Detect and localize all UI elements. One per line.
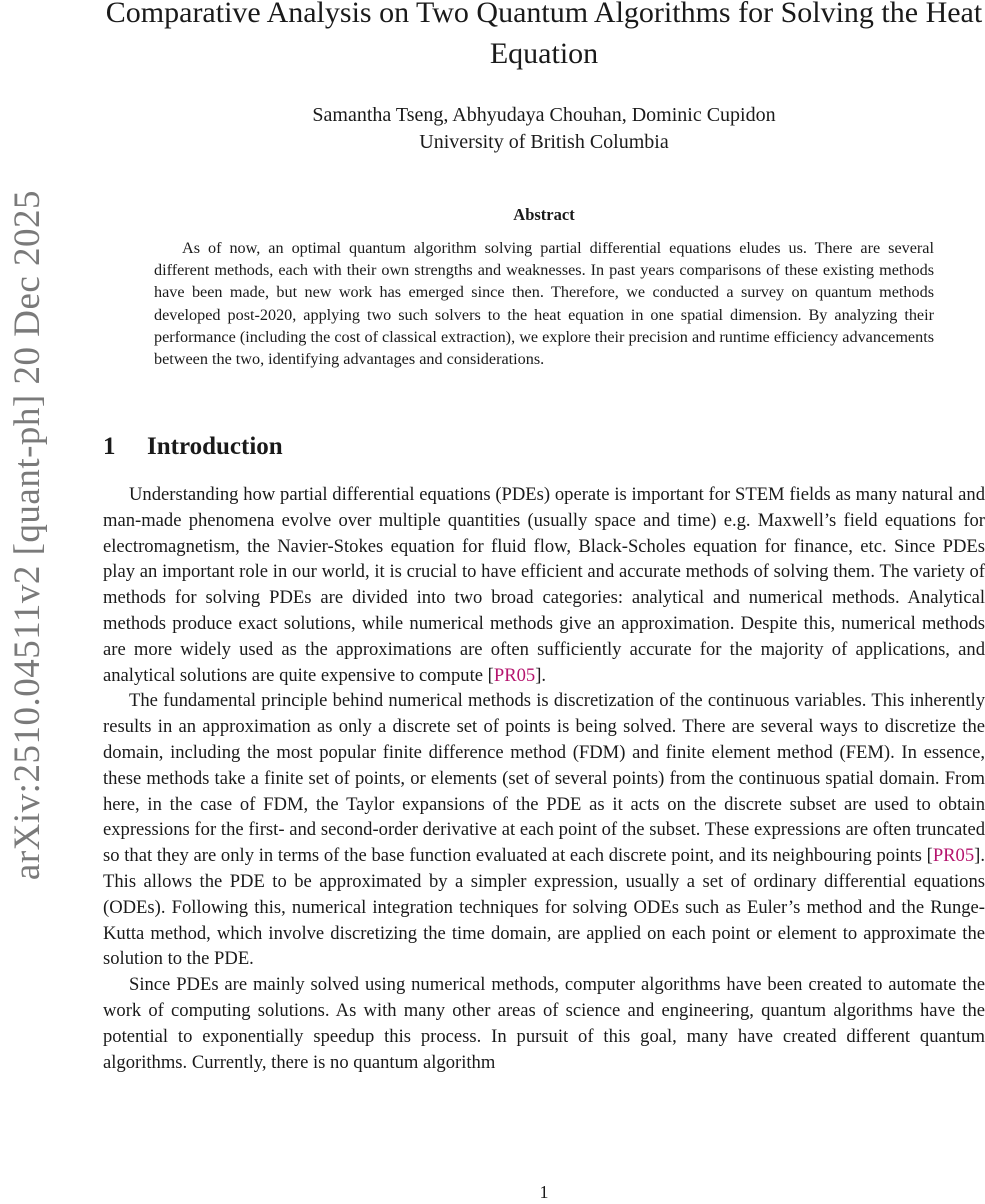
paragraph-text: The fundamental principle behind numerical methods is discretization of the continuous variables. This inherently results in an approximation as only a discrete set of points is being solved. There are several ways to discretize the domain, including the most popular finite difference method (FDM) and finite element method (FEM). In essence, these methods take a finite set of points, or elements (set of several points) from the continuous spatial domain. From here, in the case of FDM, the Taylor expansions of the PDE as it acts on the discrete subset are used to obtain expressions for the first- and second-order derivative at each point of the subset. These expressions are often truncated so that they are only in terms of the base function evaluated at each discrete point, and its neighbouring points [ <box>103 690 985 867</box>
abstract-heading: Abstract <box>513 205 575 224</box>
author-list: Samantha Tseng, Abhyudaya Chouhan, Dominic Cupidon <box>312 104 776 126</box>
arxiv-identifier-stamp: arXiv:2510.04511v2 [quant-ph] 20 Dec 2025 <box>7 189 48 881</box>
paragraph <box>103 972 985 1075</box>
paragraph-text: Since PDEs are mainly solved using numerical methods, computer algorithms have been created to automate the work of computing solutions. As with many other areas of science and engineering, quantum algorithms have the potential to exponentially speedup this process. In pursuit of this goal, many have created different quantum algorithms. Currently, there is no quantum algorithm <box>103 974 985 1073</box>
author-affiliation: University of British Columbia <box>419 131 669 153</box>
paragraph <box>103 482 985 688</box>
section-number: 1 <box>103 433 116 460</box>
introduction-body <box>103 482 985 1075</box>
page-number: 1 <box>539 1182 549 1202</box>
section-heading-introduction <box>103 430 985 464</box>
citation-link[interactable]: PR05 <box>493 664 536 686</box>
paragraph-text: ]. <box>535 664 547 686</box>
paper-title: Comparative Analysis on Two Quantum Algorithms for Solving the Heat Equation <box>105 0 983 70</box>
paragraph-text: ]. This allows the PDE to be approximated by a simpler expression, usually a set of ordinary differential equations (ODEs). Following this, numerical integration techniques for solving ODEs such as Euler’s method and the Runge-Kutta method, which involve discretizing the time domain, are applied on each point or element to approximate the solution to the PDE. <box>103 845 985 970</box>
citation-link[interactable]: PR05 <box>932 845 975 867</box>
abstract-text: As of now, an optimal quantum algorithm solving partial differential equations eludes us. There are several different methods, each with their own strengths and weaknesses. In past years comparisons of these existing methods have been made, but new work has emerged since then. Therefore, we conducted a survey on quantum methods developed post-2020, applying two such solvers to the heat equation in one spatial dimension. By analyzing their performance (including the cost of classical extraction), we explore their precision and runtime efficiency advancements between the two, identifying advantages and considerations. <box>154 239 934 369</box>
section-title: Introduction <box>147 433 283 460</box>
paragraph <box>103 688 985 972</box>
paragraph-text: Understanding how partial differential equations (PDEs) operate is important for STEM fields as many natural and man-made phenomena evolve over multiple quantities (usually space and time) e.g. Maxwell’s field equations for electromagnetism, the Navier-Stokes equation for fluid flow, Black-Scholes equation for finance, etc. Since PDEs play an important role in our world, it is crucial to have efficient and accurate methods of solving them. The variety of methods for solving PDEs are divided into two broad categories: analytical and numerical methods. Analytical methods produce exact solutions, while numerical methods give an approximation. Despite this, numerical methods are more widely used as the approximations are often sufficiently accurate for the majority of applications, and analytical solutions are quite expensive to compute [ <box>103 484 985 686</box>
